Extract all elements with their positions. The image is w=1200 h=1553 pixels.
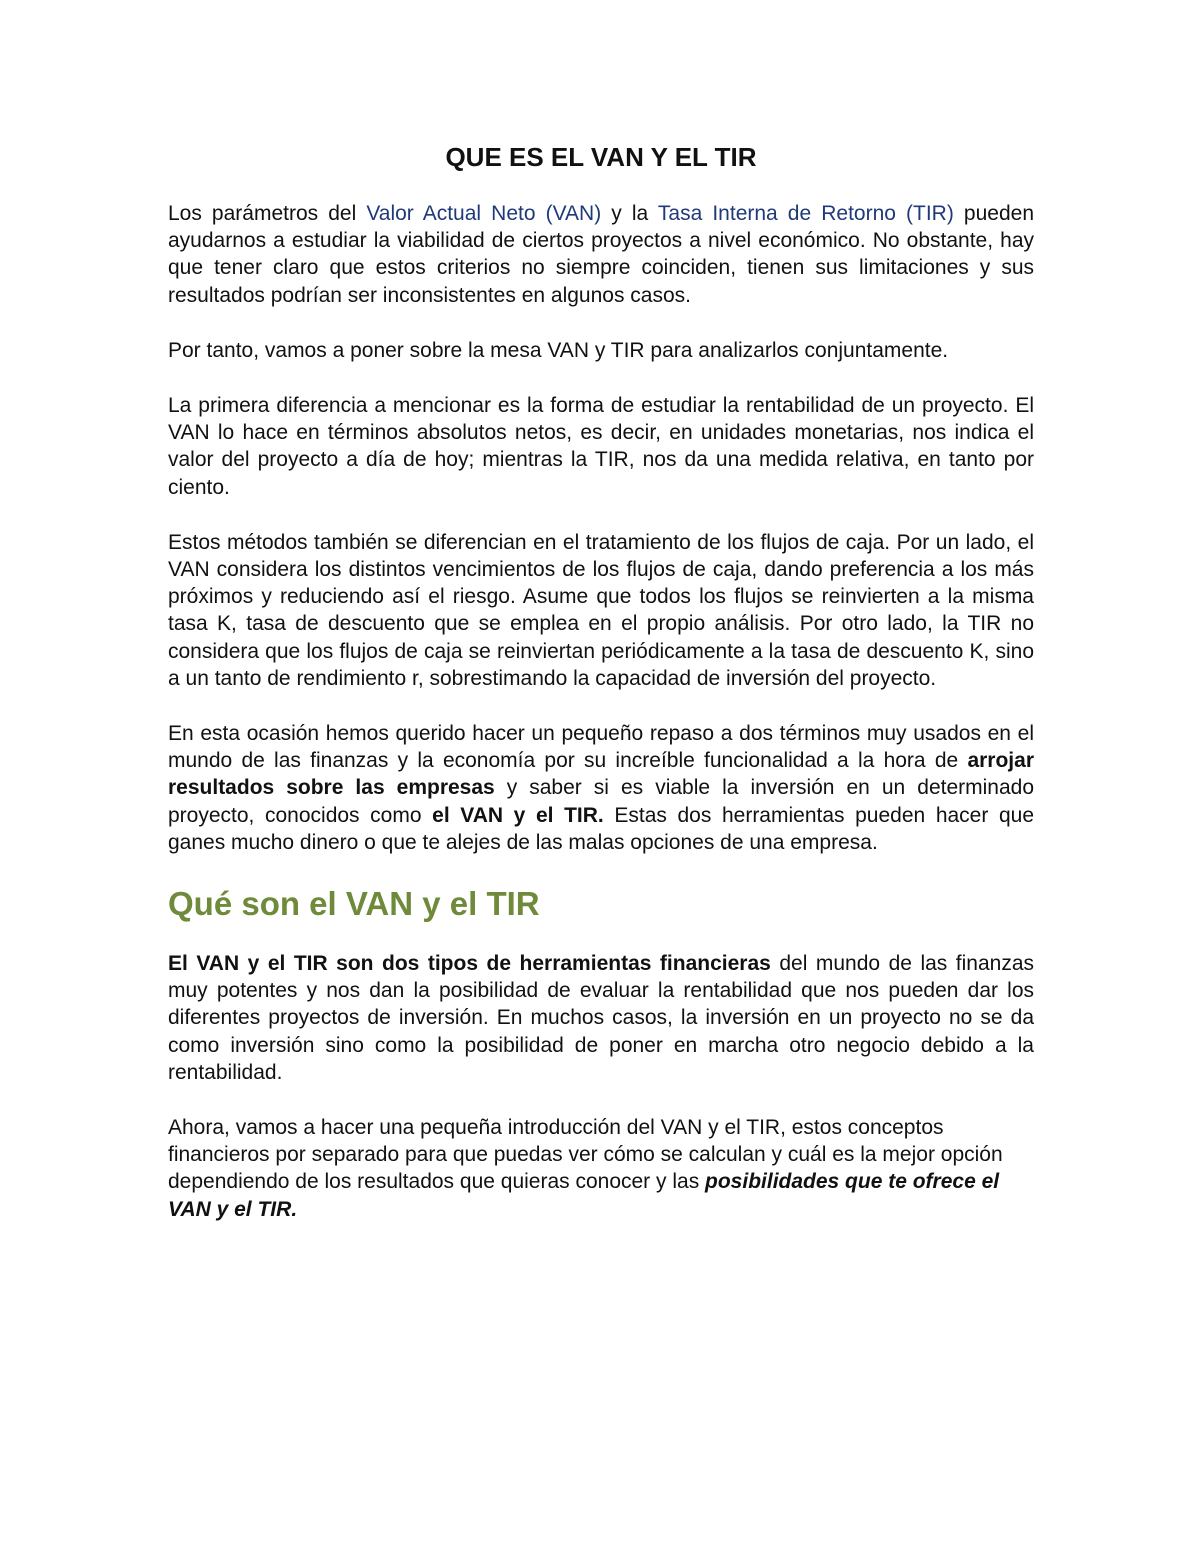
paragraph-ocasion (168, 720, 1034, 856)
text: Estas dos herramientas pueden hacer que ganes mucho dinero o que te alejes de las malas opciones de una empresa. (168, 803, 1034, 854)
text: y la (601, 202, 658, 225)
text: del mundo de las finanzas muy potentes y nos dan la posibilidad de evaluar la rentabilidad que nos pueden dar los diferentes proyectos de inversión. En muchos casos, la inversión en un proyecto no se da como inversión sino como la posibilidad de poner en marcha otro negocio debido a la rentabilidad. (168, 952, 1035, 1084)
paragraph-intro (168, 200, 1034, 309)
section-heading: Qué son el VAN y el TIR (168, 885, 540, 923)
link-van[interactable]: Valor Actual Neto (VAN) (366, 202, 602, 225)
bold-text: El VAN y el TIR son dos tipos de herramientas financieras (168, 952, 771, 976)
text: Ahora, vamos a hacer una pequeña introducción del VAN y el TIR, estos conceptos financieros por separado para que puedas ver cómo se calculan y cuál es la mejor opción dependiendo de los resultados que quieras conocer y las (168, 1116, 1003, 1194)
text: y saber si es viable la inversión en un determinado proyecto, conocidos como (168, 776, 1035, 827)
link-tir[interactable]: Tasa Interna de Retorno (TIR) (657, 202, 954, 225)
text: En esta ocasión hemos querido hacer un pequeño repaso a dos términos muy usados en el mundo de las finanzas y la economía por su increíble funcionalidad a la hora de (168, 722, 1034, 773)
paragraph-por-tanto: Por tanto, vamos a poner sobre la mesa VAN y TIR para analizarlos conjuntamente. (168, 338, 949, 362)
paragraph-herramientas (168, 950, 1034, 1086)
paragraph-primera-diferencia: La primera diferencia a mencionar es la forma de estudiar la rentabilidad de un proyecto. El VAN lo hace en términos absolutos netos, es decir, en unidades monetarias, nos indica el valor del proyecto a día de hoy; mientras la TIR, nos da una medida relativa, en tanto por ciento. (168, 394, 1034, 499)
text: Los parámetros del (168, 202, 367, 225)
document-page (168, 140, 1034, 1251)
bold-italic-text: posibilidades que te ofrece el VAN y el TIR (168, 1170, 1000, 1221)
bold-text: arrojar resultados sobre las empresas (168, 749, 1034, 800)
text: pueden ayudarnos a estudiar la viabilidad de ciertos proyectos a nivel económico. No obstante, hay que tener claro que estos criterios no siempre coinciden, tienen sus limitaciones y sus resultados podrían ser inconsistentes en algunos casos. (168, 202, 1034, 307)
text: . (291, 1197, 298, 1221)
paragraph-flujos-de-caja: Estos métodos también se diferencian en el tratamiento de los flujos de caja. Por un lado, el VAN considera los distintos vencimientos de los flujos de caja, dando preferencia a los más próximos y reduciendo así el riesgo. Asume que todos los flujos se reinvierten a la misma tasa K, tasa de descuento que se emplea en el propio análisis. Por otro lado, la TIR no considera que los flujos de caja se reinviertan periódicamente a la tasa de descuento K, sino a un tanto de rendimiento r, sobrestimando la capacidad de inversión del proyecto. (168, 530, 1034, 690)
paragraph-introduccion (168, 1114, 1034, 1223)
bold-text: el VAN y el TIR. (432, 803, 604, 827)
document-title: QUE ES EL VAN Y EL TIR (445, 142, 757, 172)
